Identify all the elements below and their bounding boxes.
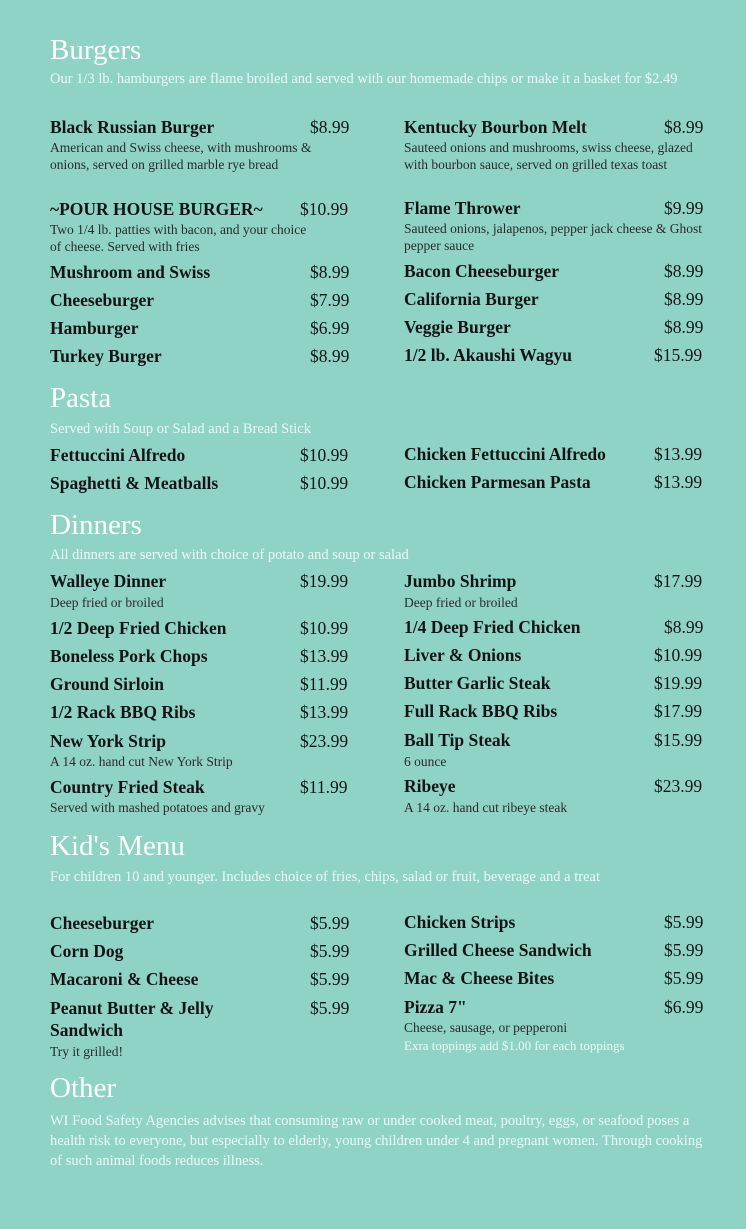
pasta-heading: Pasta [50, 382, 112, 414]
menu-item-name: Country Fried Steak [50, 777, 205, 797]
menu-item-desc: Deep fried or broiled [50, 595, 164, 610]
menu-item-price: $10.99 [300, 473, 349, 493]
menu-item-price: $6.99 [664, 997, 704, 1017]
menu-item-price: $23.99 [300, 731, 349, 751]
menu-item-name: Veggie Burger [404, 317, 511, 337]
menu-item-price: $17.99 [654, 571, 703, 591]
menu-item-price: $15.99 [654, 345, 703, 365]
menu-item-name: Corn Dog [50, 941, 124, 961]
menu-item-name: 1/2 Rack BBQ Ribs [50, 702, 196, 722]
menu-item-desc: Sauteed onions and mushrooms, swiss cheese, glazed with bourbon sauce, served on grilled texas toast [404, 140, 693, 172]
menu-item-price: $5.99 [310, 913, 350, 933]
menu-item-desc: American and Swiss cheese, with mushrooms & onions, served on grilled marble rye bread [50, 140, 312, 172]
menu-item-desc: Deep fried or broiled [404, 595, 518, 610]
other-disclaimer: WI Food Safety Agencies advises that consuming raw or under cooked meat, poultry, eggs, or seafood poses a health risk to everyone, but especially to elderly, young children under 4 and pregnant women. Through cooking of such animal foods reduces illness. [50, 1113, 703, 1169]
menu-item-name: Ground Sirloin [50, 674, 164, 694]
menu-item-name: Chicken Strips [404, 912, 516, 932]
menu-item-price: $11.99 [300, 674, 348, 694]
menu-item-desc: A 14 oz. hand cut ribeye steak [404, 800, 568, 815]
menu-item-desc: Two 1/4 lb. patties with bacon, and your choice of cheese. Served with fries [50, 222, 307, 254]
menu-item-desc: Sauteed onions, jalapenos, pepper jack cheese & Ghost pepper sauce [404, 221, 703, 253]
menu-item-name: 1/4 Deep Fried Chicken [404, 617, 581, 637]
menu-item-price: $8.99 [310, 346, 350, 366]
burgers-heading: Burgers [50, 34, 142, 66]
menu-item-price: $13.99 [654, 472, 703, 492]
menu-item-name: 1/2 Deep Fried Chicken [50, 618, 227, 638]
menu-item-name: Chicken Fettuccini Alfredo [404, 444, 606, 464]
burgers-subtitle: Our 1/3 lb. hamburgers are flame broiled and served with our homemade chips or make it a basket for $2.49 [50, 71, 678, 87]
menu-item-desc: Try it grilled! [50, 1044, 124, 1059]
menu-item-name: Full Rack BBQ Ribs [404, 701, 558, 721]
menu-item-price: $17.99 [654, 701, 703, 721]
menu-item-price: $5.99 [664, 912, 704, 932]
menu-item-price: $13.99 [654, 444, 703, 464]
menu-item-name: 1/2 lb. Akaushi Wagyu [404, 345, 572, 365]
menu-item-price: $8.99 [310, 262, 350, 282]
menu-item-price: $19.99 [654, 673, 703, 693]
menu-item-name: Ball Tip Steak [404, 730, 511, 750]
menu-item-price: $10.99 [654, 645, 703, 665]
menu-item-price: $23.99 [654, 776, 703, 796]
menu-item-price: $9.99 [664, 198, 704, 218]
menu-item-price: $5.99 [310, 941, 350, 961]
menu-item-name: Jumbo Shrimp [404, 571, 517, 591]
menu-item-price: $5.99 [664, 968, 704, 988]
menu-item-price: $8.99 [310, 117, 350, 137]
menu-item-name: Cheeseburger [50, 913, 155, 933]
menu-item-price: $8.99 [664, 261, 704, 281]
dinners-heading: Dinners [50, 509, 142, 541]
menu-item-name: Ribeye [404, 776, 456, 796]
menu-item-name: Chicken Parmesan Pasta [404, 472, 591, 492]
menu-item-price: $8.99 [664, 617, 704, 637]
menu-item-name: ~POUR HOUSE BURGER~ [50, 199, 263, 219]
pasta-subtitle: Served with Soup or Salad and a Bread Stick [50, 421, 311, 437]
menu-item-price: $15.99 [654, 730, 703, 750]
menu-item-name: Boneless Pork Chops [50, 646, 208, 666]
menu-item-name-cont: Sandwich [50, 1020, 123, 1040]
menu-item-name: Walleye Dinner [50, 571, 167, 591]
menu-item-price: $7.99 [310, 290, 350, 310]
menu-item-desc: 6 ounce [404, 754, 447, 769]
menu-item-price: $19.99 [300, 571, 349, 591]
kids-subtitle: For children 10 and younger. Includes choice of fries, chips, salad or fruit, beverage and a treat [50, 869, 600, 885]
menu-item-name: Bacon Cheeseburger [404, 261, 560, 281]
dinners-subtitle: All dinners are served with choice of potato and soup or salad [50, 547, 409, 563]
menu-item-price: $5.99 [664, 940, 704, 960]
menu-item-name: New York Strip [50, 731, 167, 751]
menu-item-price: $8.99 [664, 117, 704, 137]
menu-item-name: Fettuccini Alfredo [50, 445, 186, 465]
menu-item-price: $13.99 [300, 646, 349, 666]
menu-item-desc: Cheese, sausage, or pepperoni [404, 1020, 568, 1035]
menu-item-name: Spaghetti & Meatballs [50, 473, 219, 493]
menu-item-desc: Served with mashed potatoes and gravy [50, 800, 265, 815]
menu-item-name: Cheeseburger [50, 290, 155, 310]
menu-item-name: Black Russian Burger [50, 117, 215, 137]
kids-heading: Kid's Menu [50, 830, 185, 862]
menu-item-price: $11.99 [300, 777, 348, 797]
menu-item-name: Kentucky Bourbon Melt [404, 117, 587, 137]
menu-item-price: $10.99 [300, 445, 349, 465]
menu-item-price: $10.99 [300, 199, 349, 219]
menu-item-name: California Burger [404, 289, 539, 309]
menu-item-name: Pizza 7" [404, 997, 467, 1017]
menu-item-price: $6.99 [310, 318, 350, 338]
menu-item-name: Macaroni & Cheese [50, 969, 199, 989]
menu-item-name: Flame Thrower [404, 198, 521, 218]
menu-item-price: $8.99 [664, 289, 704, 309]
menu-item-price: $5.99 [310, 998, 350, 1018]
menu-item-price: $8.99 [664, 317, 704, 337]
menu-item-name: Peanut Butter & Jelly [50, 998, 214, 1018]
menu-item-price: $10.99 [300, 618, 349, 638]
menu-item-name: Grilled Cheese Sandwich [404, 940, 592, 960]
menu-item-desc: A 14 oz. hand cut New York Strip [50, 754, 233, 769]
other-heading: Other [50, 1072, 117, 1104]
menu-item-price: $5.99 [310, 969, 350, 989]
menu-item-name: Turkey Burger [50, 346, 162, 366]
menu-item-name: Liver & Onions [404, 645, 522, 665]
menu-item-name: Hamburger [50, 318, 139, 338]
menu-item-name: Butter Garlic Steak [404, 673, 551, 693]
menu-item-name: Mac & Cheese Bites [404, 968, 555, 988]
menu-item-name: Mushroom and Swiss [50, 262, 211, 282]
menu-item-price: $13.99 [300, 702, 349, 722]
menu-item-note: Exra toppings add $1.00 for each toppings [404, 1038, 625, 1053]
